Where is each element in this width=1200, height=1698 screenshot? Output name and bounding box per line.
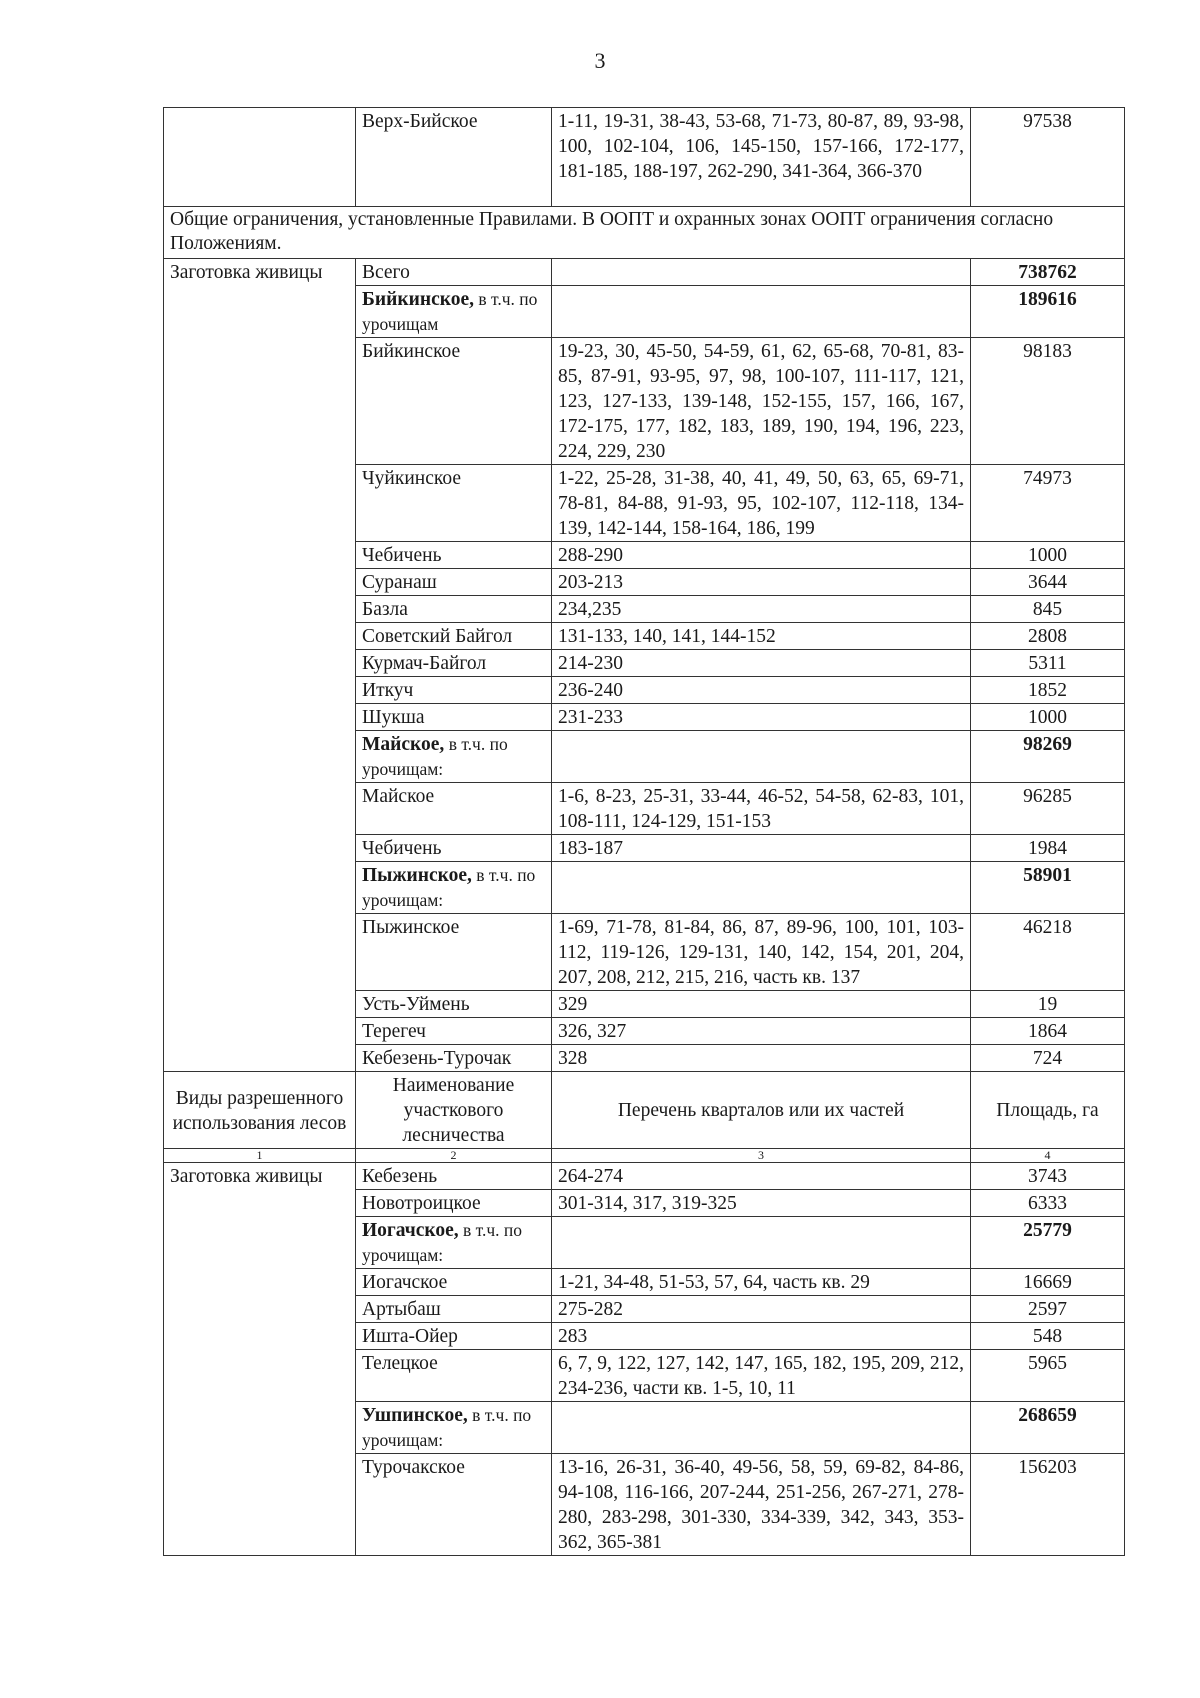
tract-name: Турочакское <box>356 1454 552 1556</box>
column-header-forestry: Наименование участкового лесничества <box>356 1072 552 1149</box>
blocks-list: 1-21, 34-48, 51-53, 57, 64, часть кв. 29 <box>552 1269 971 1296</box>
column-header-usage: Виды разрешенного использования лесов <box>164 1072 356 1149</box>
blocks-list: 264-274 <box>552 1163 971 1190</box>
area-value: 845 <box>971 596 1125 623</box>
forestry-group-suffix: в т.ч. по урочищам: <box>362 1220 523 1265</box>
area-value: 98269 <box>971 731 1125 783</box>
tract-name: Новотроицкое <box>356 1190 552 1217</box>
column-index: 4 <box>971 1149 1125 1163</box>
blocks-list: 214-230 <box>552 650 971 677</box>
area-value: 3743 <box>971 1163 1125 1190</box>
column-index: 3 <box>552 1149 971 1163</box>
forestry-group-title: Бийкинское, <box>362 289 474 310</box>
blocks-list: 6, 7, 9, 122, 127, 142, 147, 165, 182, 195, 209, 212, 234-236, части кв. 1-5, 10, 11 <box>552 1350 971 1402</box>
blocks-list: 301-314, 317, 319-325 <box>552 1190 971 1217</box>
area-value: 98183 <box>971 338 1125 465</box>
blocks-list: 328 <box>552 1045 971 1072</box>
area-value: 16669 <box>971 1269 1125 1296</box>
tract-name: Базла <box>356 596 552 623</box>
blocks-list: 283 <box>552 1323 971 1350</box>
blocks-list: 288-290 <box>552 542 971 569</box>
forestry-name: Верх-Бийское <box>356 108 552 207</box>
forestry-group-title: Ушпинское, <box>362 1405 468 1426</box>
blocks-list: 1-22, 25-28, 31-38, 40, 41, 49, 50, 63, 65, 69-71, 78-81, 84-88, 91-93, 95, 102-107, 112-118, 134-139, 142-144, 158-164, 186, 199 <box>552 465 971 542</box>
area-value: 1852 <box>971 677 1125 704</box>
blocks-list: 326, 327 <box>552 1018 971 1045</box>
area-value: 2808 <box>971 623 1125 650</box>
blocks-list: 183-187 <box>552 835 971 862</box>
forestry-group-name <box>356 1402 552 1454</box>
area-value: 548 <box>971 1323 1125 1350</box>
area-value: 5965 <box>971 1350 1125 1402</box>
tract-name: Ишта-Ойер <box>356 1323 552 1350</box>
usage-type: Заготовка живицы <box>164 259 356 1072</box>
blocks-list: 1-69, 71-78, 81-84, 86, 87, 89-96, 100, 101, 103-112, 119-126, 129-131, 140, 142, 154, 201, 204, 207, 208, 212, 215, 216, часть кв. 137 <box>552 914 971 991</box>
area-value: 96285 <box>971 783 1125 835</box>
blocks-list <box>552 731 971 783</box>
forestry-group-name <box>356 862 552 914</box>
column-header-area: Площадь, га <box>971 1072 1125 1149</box>
tract-name: Бийкинское <box>356 338 552 465</box>
blocks-list: 1-6, 8-23, 25-31, 33-44, 46-52, 54-58, 62-83, 101, 108-111, 124-129, 151-153 <box>552 783 971 835</box>
area-value: 724 <box>971 1045 1125 1072</box>
column-index: 2 <box>356 1149 552 1163</box>
area-value: 156203 <box>971 1454 1125 1556</box>
blocks-list: 234,235 <box>552 596 971 623</box>
area-value: 25779 <box>971 1217 1125 1269</box>
usage-type: Заготовка живицы <box>164 1163 356 1556</box>
forestry-group-name <box>356 286 552 338</box>
tract-name: Артыбаш <box>356 1296 552 1323</box>
tract-name: Курмач-Байгол <box>356 650 552 677</box>
blocks-list: 231-233 <box>552 704 971 731</box>
blocks-list: 275-282 <box>552 1296 971 1323</box>
blocks-list <box>552 1217 971 1269</box>
forestry-group-suffix: в т.ч. по урочищам: <box>362 865 536 910</box>
area-value: 1864 <box>971 1018 1125 1045</box>
table-body <box>164 108 1125 1556</box>
area-value: 1000 <box>971 704 1125 731</box>
area-value: 58901 <box>971 862 1125 914</box>
tract-name: Усть-Уймень <box>356 991 552 1018</box>
blocks-list: 329 <box>552 991 971 1018</box>
tract-name: Кебезень-Турочак <box>356 1045 552 1072</box>
tract-name: Пыжинское <box>356 914 552 991</box>
forestry-group-name <box>356 1217 552 1269</box>
tract-name: Шукша <box>356 704 552 731</box>
table-row <box>164 1163 1125 1190</box>
notice-row <box>164 207 1125 259</box>
forestry-group-suffix: в т.ч. по урочищам: <box>362 734 508 779</box>
blocks-list: 19-23, 30, 45-50, 54-59, 61, 62, 65-68, 70-81, 83-85, 87-91, 93-95, 97, 98, 100-107, 111-117, 121, 123, 127-133, 139-148, 152-155, 157, 166, 167, 172-175, 177, 182, 183, 189, 190, 194, 196, 223, 224, 229, 230 <box>552 338 971 465</box>
tract-name: Кебезень <box>356 1163 552 1190</box>
tract-name: Чуйкинское <box>356 465 552 542</box>
forestry-group-suffix: в т.ч. по урочищам: <box>362 1405 532 1450</box>
tract-name: Иогачское <box>356 1269 552 1296</box>
tract-name: Иткуч <box>356 677 552 704</box>
area-value: 6333 <box>971 1190 1125 1217</box>
blocks-list: 13-16, 26-31, 36-40, 49-56, 58, 59, 69-82, 84-86, 94-108, 116-166, 207-244, 251-256, 267-271, 278-280, 283-298, 301-330, 334-339, 342, 343, 353-362, 365-381 <box>552 1454 971 1556</box>
restrictions-notice: Общие ограничения, установленные Правилами. В ООПТ и охранных зонах ООПТ ограничения согласно Положениям. <box>164 207 1125 259</box>
area-value: 46218 <box>971 914 1125 991</box>
forestry-group-title: Иогачское, <box>362 1220 459 1241</box>
blocks-list <box>552 1402 971 1454</box>
area-value: 5311 <box>971 650 1125 677</box>
blocks-list: 1-11, 19-31, 38-43, 53-68, 71-73, 80-87, 89, 93-98, 100, 102-104, 106, 145-150, 157-166, 172-177, 181-185, 188-197, 262-290, 341-364, 366-370 <box>552 108 971 207</box>
total-label: Всего <box>356 259 552 286</box>
blocks-list: 236-240 <box>552 677 971 704</box>
forest-usage-table <box>163 107 1125 1556</box>
area-value: 19 <box>971 991 1125 1018</box>
area-value: 189616 <box>971 286 1125 338</box>
forestry-group-suffix: в т.ч. по урочищам <box>362 289 538 334</box>
tract-name: Чебичень <box>356 835 552 862</box>
header-row <box>164 1072 1125 1149</box>
forestry-group-title: Майское, <box>362 734 445 755</box>
tract-name: Телецкое <box>356 1350 552 1402</box>
column-index: 1 <box>164 1149 356 1163</box>
forestry-group-name <box>356 731 552 783</box>
usage-cell-empty <box>164 108 356 207</box>
blocks-list: 131-133, 140, 141, 144-152 <box>552 623 971 650</box>
total-row <box>164 259 1125 286</box>
area-value: 268659 <box>971 1402 1125 1454</box>
tract-name: Советский Байгол <box>356 623 552 650</box>
page-number: 3 <box>594 48 606 73</box>
total-area: 738762 <box>971 259 1125 286</box>
total-blocks-empty <box>552 259 971 286</box>
forestry-group-title: Пыжинское, <box>362 865 472 886</box>
blocks-list <box>552 286 971 338</box>
tract-name: Суранаш <box>356 569 552 596</box>
area-value: 2597 <box>971 1296 1125 1323</box>
column-index-row <box>164 1149 1125 1163</box>
area-value: 3644 <box>971 569 1125 596</box>
area-value: 97538 <box>971 108 1125 207</box>
table-row <box>164 108 1125 207</box>
column-header-blocks: Перечень кварталов или их частей <box>552 1072 971 1149</box>
area-value: 1000 <box>971 542 1125 569</box>
area-value: 74973 <box>971 465 1125 542</box>
blocks-list: 203-213 <box>552 569 971 596</box>
area-value: 1984 <box>971 835 1125 862</box>
tract-name: Терегеч <box>356 1018 552 1045</box>
tract-name: Майское <box>356 783 552 835</box>
tract-name: Чебичень <box>356 542 552 569</box>
blocks-list <box>552 862 971 914</box>
